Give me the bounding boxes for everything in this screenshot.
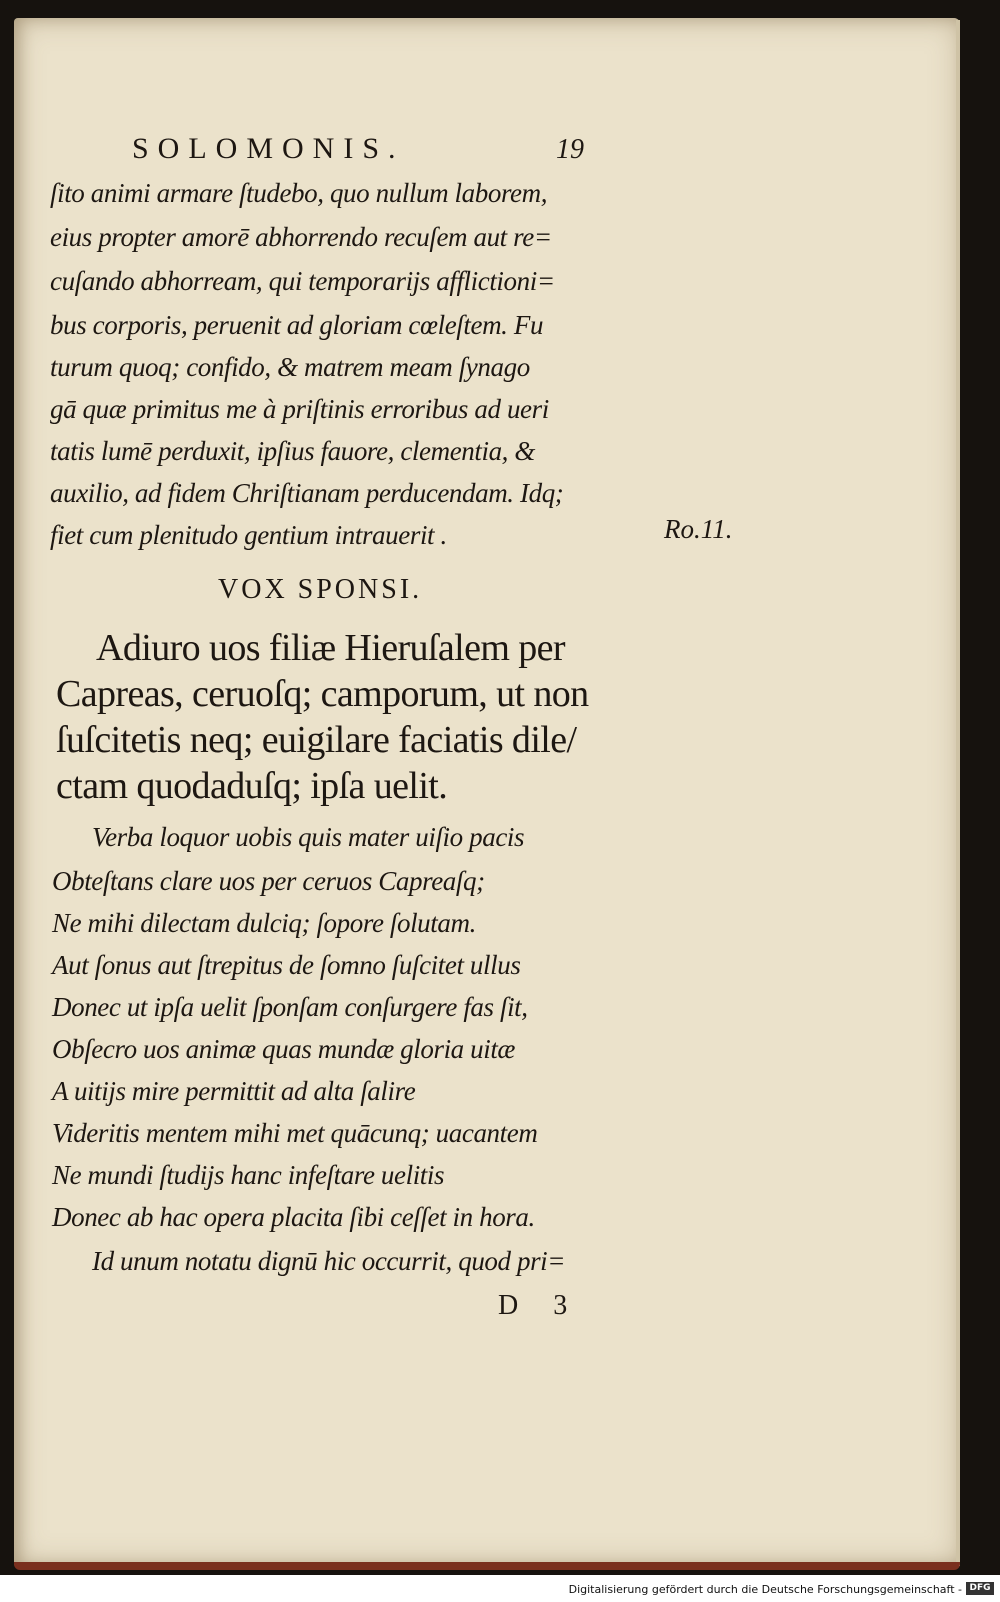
closing-line: Id unum notatu dignū hic occurrit, quod pri=: [92, 1246, 566, 1276]
verse-line: Aut ſonus aut ſtrepitus de ſomno ſuſcitet ullus: [52, 950, 521, 980]
signature-mark: D 3: [498, 1290, 582, 1321]
prose-line: turum quoq; confido, & matrem meam ſynago: [50, 352, 530, 382]
prose-line: auxilio, ad fidem Chriſtianam perducendam. Idq;: [50, 478, 564, 508]
verse-line: Obſecro uos animæ quas mundæ gloria uitæ: [52, 1034, 516, 1064]
scripture-line: ctam quodaduſq; ipſa uelit.: [56, 765, 448, 807]
verse-line: Videritis mentem mihi met quācunq; uacantem: [52, 1118, 538, 1148]
prose-line: tatis lumē perduxit, ipſius fauore, clementia, &: [50, 436, 535, 466]
page-edge: [956, 20, 960, 1566]
verse-line: A uitijs mire permittit ad alta ſalire: [52, 1076, 416, 1106]
running-head: SOLOMONIS.: [132, 132, 405, 165]
prose-line: bus corporis, peruenit ad gloriam cœleſtem. Fu: [50, 310, 544, 340]
section-heading: VOX SPONSI.: [218, 574, 423, 605]
marginal-note: Ro.11.: [664, 514, 733, 544]
scripture-line: Adiuro uos filiæ Hieruſalem per: [96, 627, 565, 669]
footer-credit: Digitalisierung gefördert durch die Deutsche Forschungsgemeinschaft -: [568, 1583, 962, 1596]
scripture-line: Capreas, ceruoſq; camporum, ut non: [56, 673, 589, 715]
prose-line: gā quæ primitus me à priſtinis erroribus ad ueri: [50, 394, 549, 424]
prose-line: eius propter amorē abhorrendo recuſem aut re=: [50, 222, 552, 252]
prose-line: cuſando abhorream, qui temporarijs afflictioni=: [50, 266, 555, 296]
page-bottom-edge: [14, 1562, 960, 1570]
verse-line: Ne mihi dilectam dulciq; ſopore ſolutam.: [52, 908, 476, 938]
prose-line: ſito animi armare ſtudebo, quo nullum laborem,: [50, 178, 548, 208]
prose-line: fiet cum plenitudo gentium intrauerit .: [50, 520, 447, 550]
verse-line: Verba loquor uobis quis mater uiſio pacis: [92, 822, 525, 852]
dfg-logo: DFG: [966, 1582, 994, 1595]
page-number: 19: [556, 134, 584, 165]
verse-line: Donec ab hac opera placita ſibi ceſſet in hora.: [52, 1202, 535, 1232]
verse-line: Ne mundi ſtudijs hanc infeſtare uelitis: [52, 1160, 445, 1190]
scripture-line: ſuſcitetis neq; euigilare faciatis dile/: [56, 719, 577, 761]
verse-line: Obteſtans clare uos per ceruos Capreaſq;: [52, 866, 485, 896]
verse-line: Donec ut ipſa uelit ſponſam conſurgere fas ſit,: [52, 992, 528, 1022]
